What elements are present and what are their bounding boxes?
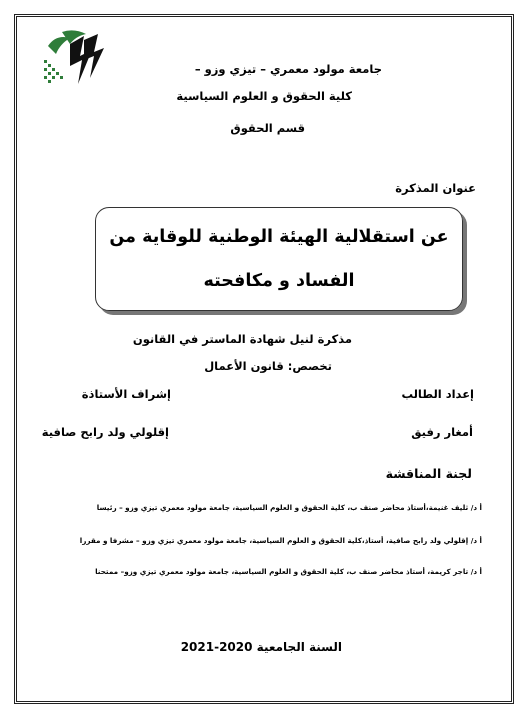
supervisor-label: إشراف الأستاذة	[81, 387, 171, 401]
committee-member-supervisor: أ د/ إقلولي ولد رابح صافية، أستاذ،كلية الحقوق و العلوم السياسية، جامعة مولود معمري تيزي وزو – مشرفا و مقررا	[79, 536, 482, 545]
thesis-title-line2: الفساد و مكافحته	[203, 271, 355, 291]
student-name: أمغار رفيق	[411, 425, 473, 439]
university-logo-icon	[40, 26, 110, 88]
thesis-title-line1: عن استقلالية الهيئة الوطنية للوقاية من	[109, 227, 449, 247]
faculty-name: كلية الحقوق و العلوم السياسية	[176, 89, 352, 103]
degree-statement: مذكرة لنيل شهادة الماستر في القانون	[132, 332, 352, 346]
topic-label: عنوان المذكرة	[395, 181, 476, 195]
university-name: جامعة مولود معمري – تيزي وزو –	[194, 62, 382, 76]
committee-label: لجنة المناقشة	[385, 466, 472, 481]
supervisor-name: إقلولي ولد رابح صافية	[41, 425, 169, 439]
department-name: قسم الحقوق	[230, 121, 305, 135]
academic-year: السنة الجامعية 2020-2021	[180, 640, 342, 654]
committee-member-examiner: أ د/ تاجر كريمة، أستاذ محاضر صنف ب، كلية الحقوق و العلوم السياسية، جامعة مولود معمري تيزي وزو– ممتحنا	[95, 567, 482, 576]
specialization: تخصص: قانون الأعمال	[204, 359, 332, 373]
student-label: إعداد الطالب	[401, 387, 474, 401]
thesis-title-box	[95, 207, 463, 311]
committee-member-president: أ د/ ثليف غنيمة،أستاذ محاضر صنف ب، كلية الحقوق و العلوم السياسية، جامعة مولود معمري تيزي وزو – رئيسا	[96, 503, 482, 512]
